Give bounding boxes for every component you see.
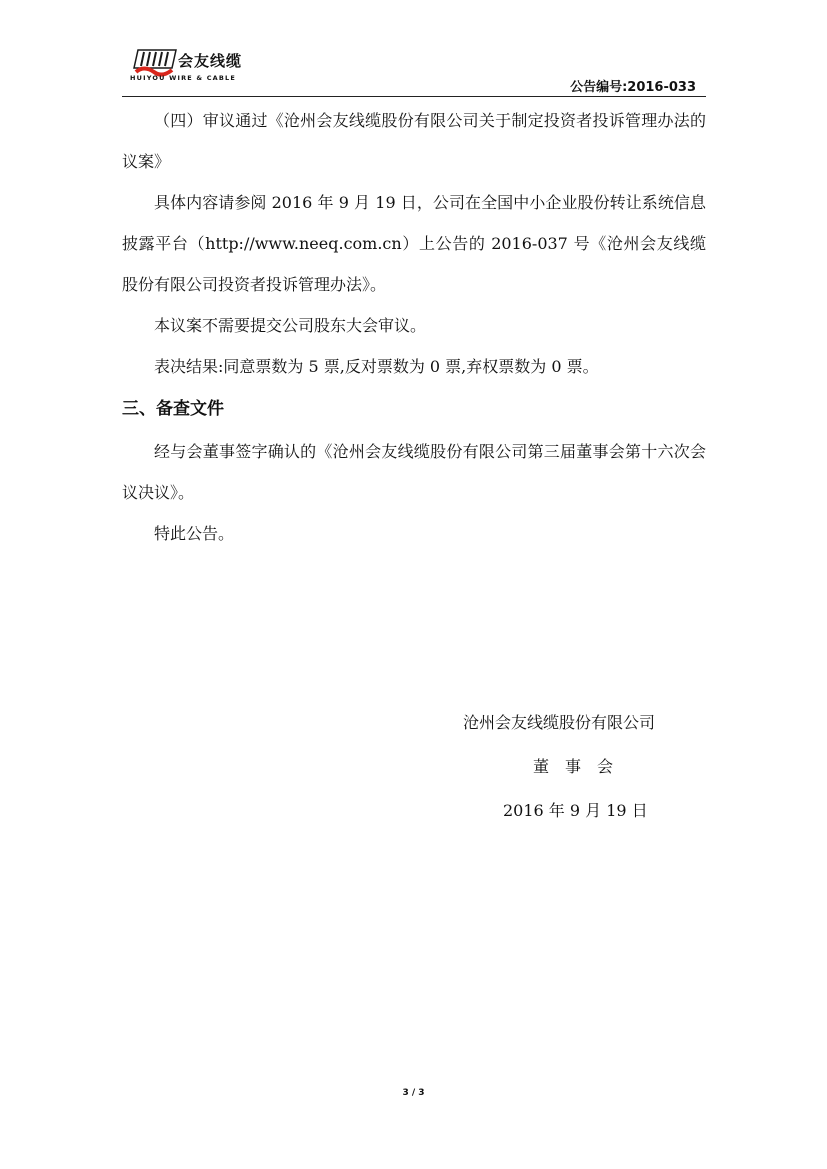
signature-board: 董 事 会 — [533, 757, 614, 776]
announcement-number: 公告编号:2016-033 — [570, 80, 696, 95]
document-body — [122, 100, 706, 554]
signature-company: 沧州会友线缆股份有限公司 — [463, 713, 656, 732]
signature-date: 2016 年 9 月 19 日 — [503, 801, 648, 820]
vote-result: 表决结果:同意票数为 5 票,反对票数为 0 票,弃权票数为 0 票。 — [154, 357, 599, 376]
page-number: 3 / 3 — [402, 1088, 425, 1098]
company-logo — [122, 48, 282, 92]
resolution-item-4: （四）审议通过《沧州会友线缆股份有限公司关于制定投资者投诉管理办法的议案》 — [122, 111, 706, 171]
logo-chinese-name: 会友线缆 — [178, 52, 243, 70]
page-header — [122, 40, 706, 98]
logo-english-name: HUIYOU WIRE & CABLE — [130, 74, 237, 82]
section-3-text: 经与会董事签字确认的《沧州会友线缆股份有限公司第三届董事会第十六次会议决议》。 — [122, 442, 706, 502]
no-shareholder-meeting-note: 本议案不需要提交公司股东大会审议。 — [154, 316, 427, 335]
resolution-detail: 具体内容请参阅 2016 年 9 月 19 日，公司在全国中小企业股份转让系统信息披露平台（http://www.neeq.com.cn）上公告的 2016-037 号《沧州会友线缆股份有限公司投资者投诉管理办法》。 — [122, 193, 706, 294]
header-divider — [122, 96, 706, 97]
closing-statement: 特此公告。 — [154, 524, 235, 543]
section-3-heading: 三、备查文件 — [122, 399, 224, 419]
